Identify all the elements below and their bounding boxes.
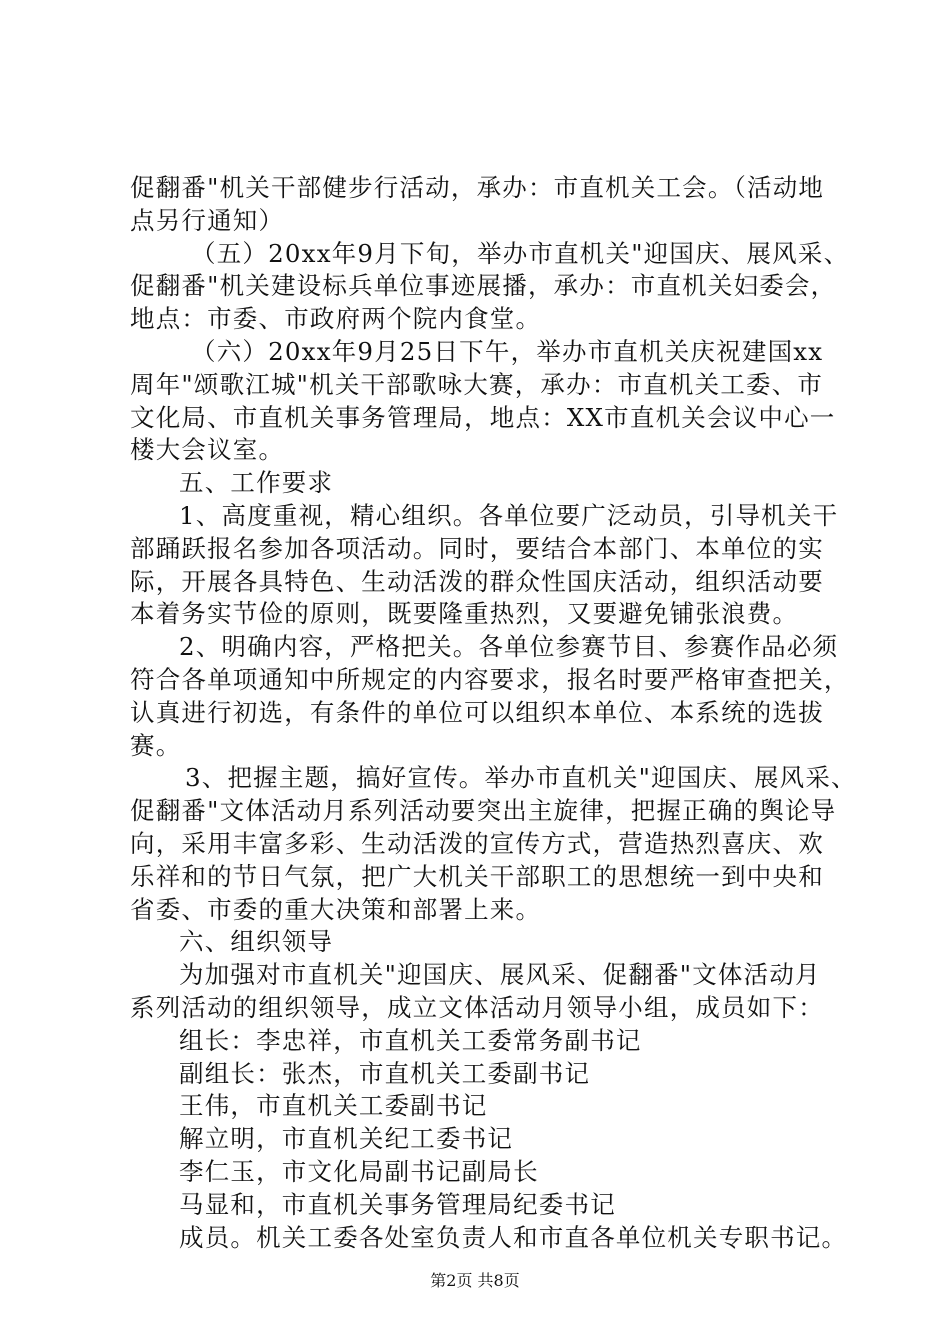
text-line: 省委、市委的重大决策和部署上来。 bbox=[130, 894, 542, 924]
text-line: 文化局、市直机关事务管理局，地点：XX市直机关会议中心一 bbox=[130, 402, 836, 432]
text-line: 地点：市委、市政府两个院内食堂。 bbox=[130, 304, 542, 334]
text-line: 五、工作要求 bbox=[179, 468, 334, 498]
text-line: 部踊跃报名参加各项活动。同时，要结合本部门、本单位的实 bbox=[130, 533, 824, 563]
text-line: 解立明，市直机关纪工委书记 bbox=[179, 1124, 514, 1154]
paragraph bbox=[130, 238, 850, 336]
text-line: 王伟，市直机关工委副书记 bbox=[179, 1091, 488, 1121]
text-line: 马显和，市直机关事务管理局纪委书记 bbox=[179, 1189, 616, 1219]
document-body bbox=[130, 172, 857, 1254]
text-line: 点另行通知） bbox=[130, 205, 285, 235]
text-line: 促翻番"机关干部健步行活动，承办：市直机关工会。（活动地 bbox=[130, 173, 825, 202]
text-line: 向，采用丰富多彩、生动活泼的宣传方式，营造热烈喜庆、欢 bbox=[130, 828, 824, 858]
text-line: 为加强对市直机关"迎国庆、展风采、促翻番"文体活动月 bbox=[179, 960, 821, 990]
text-line: 成员。机关工委各处室负责人和市直各单位机关专职书记。 bbox=[179, 1222, 848, 1252]
paragraph bbox=[130, 1189, 830, 1222]
text-line: 周年"颂歌江城"机关干部歌咏大赛，承办：市直机关工委、市 bbox=[130, 369, 824, 399]
text-line: （五）20xx年9月下旬，举办市直机关"迎国庆、展风采、 bbox=[191, 238, 850, 268]
paragraph bbox=[130, 500, 839, 631]
page-number-footer: 第2页 共8页 bbox=[430, 1271, 520, 1290]
paragraph bbox=[130, 1090, 830, 1123]
paragraph bbox=[130, 1123, 830, 1156]
paragraph bbox=[130, 959, 830, 1025]
paragraph bbox=[130, 926, 830, 959]
paragraph bbox=[130, 172, 830, 238]
text-line: 赛。 bbox=[130, 730, 182, 760]
text-line: 副组长：张杰，市直机关工委副书记 bbox=[179, 1058, 591, 1088]
text-line: 本着务实节俭的原则，既要隆重热烈，又要避免铺张浪费。 bbox=[130, 599, 799, 629]
paragraph bbox=[130, 1222, 848, 1255]
text-line: 促翻番"机关建设标兵单位事迹展播，承办：市直机关妇委会， bbox=[130, 271, 837, 301]
text-line: 2、明确内容，严格把关。各单位参赛节目、参赛作品必须 bbox=[179, 632, 839, 662]
text-line: 促翻番"文体活动月系列活动要突出主旋律，把握正确的舆论导 bbox=[130, 796, 837, 826]
text-line: 楼大会议室。 bbox=[130, 435, 285, 465]
text-line: 组长：李忠祥，市直机关工委常务副书记 bbox=[179, 1025, 642, 1055]
text-line: 系列活动的组织领导，成立文体活动月领导小组，成员如下： bbox=[130, 992, 824, 1022]
paragraph bbox=[130, 336, 836, 467]
text-line: 1、高度重视，精心组织。各单位要广泛动员，引导机关干 bbox=[179, 500, 839, 530]
text-line: 3、把握主题，搞好宣传。举办市直机关"迎国庆、展风采、 bbox=[185, 763, 857, 793]
paragraph bbox=[130, 467, 830, 500]
text-line: （六）20xx年9月25日下午，举办市直机关庆祝建国xx bbox=[191, 336, 824, 366]
text-line: 乐祥和的节日气氛，把广大机关干部职工的思想统一到中央和 bbox=[130, 861, 824, 891]
text-line: 六、组织领导 bbox=[179, 927, 334, 957]
text-line: 李仁玉，市文化局副书记副局长 bbox=[179, 1156, 539, 1186]
paragraph bbox=[130, 762, 857, 926]
text-line: 际，开展各具特色、生动活泼的群众性国庆活动，组织活动要 bbox=[130, 566, 824, 596]
paragraph bbox=[130, 1156, 830, 1189]
text-line: 符合各单项通知中所规定的内容要求，报名时要严格审查把关， bbox=[130, 664, 850, 694]
paragraph bbox=[130, 631, 850, 762]
text-line: 认真进行初选，有条件的单位可以组织本单位、本系统的选拔 bbox=[130, 697, 824, 727]
paragraph bbox=[130, 1025, 830, 1058]
paragraph bbox=[130, 1058, 830, 1091]
